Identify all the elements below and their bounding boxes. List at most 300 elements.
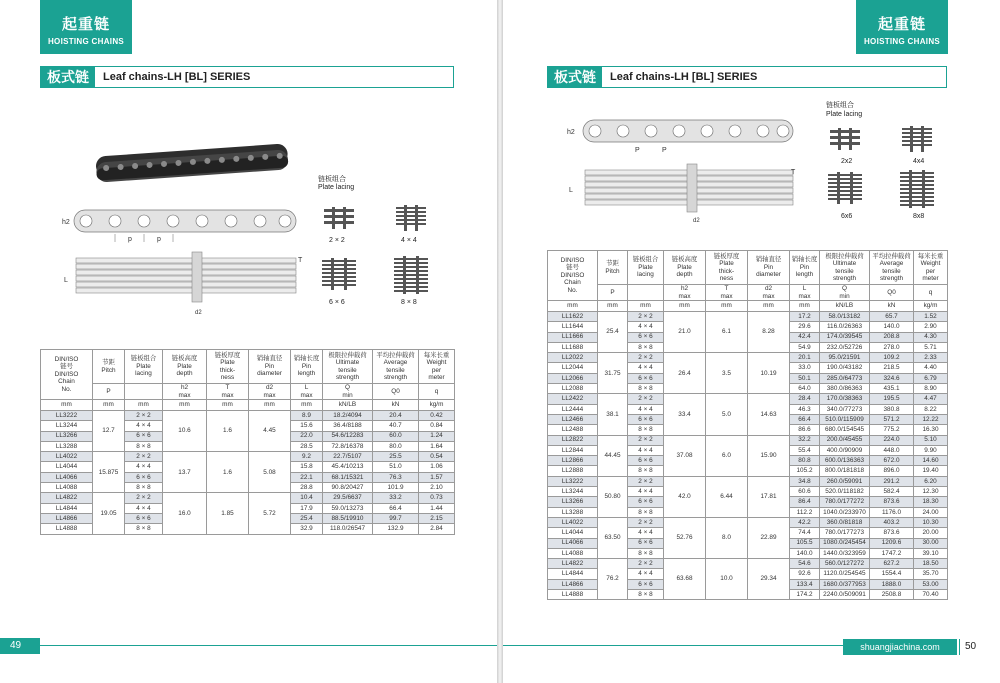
cell-chain-no: LL4866 bbox=[41, 513, 93, 523]
cell-pin-length: 54.6 bbox=[790, 559, 820, 569]
cell-pin-length: 60.6 bbox=[790, 487, 820, 497]
cell-pitch: 38.1 bbox=[598, 394, 628, 435]
cell-average-strength: 2508.8 bbox=[870, 590, 914, 600]
cell-pin-length: 32.2 bbox=[790, 435, 820, 445]
cell-ultimate-strength: 1120.0/254545 bbox=[820, 569, 870, 579]
cell-pin-length: 10.4 bbox=[291, 493, 323, 503]
cell-weight: 70.40 bbox=[914, 590, 948, 600]
cell-chain-no: LL2422 bbox=[548, 394, 598, 404]
header-symbol: d2 max bbox=[249, 384, 291, 400]
cell-weight: 0.73 bbox=[419, 493, 455, 503]
cell-average-strength: 1209.6 bbox=[870, 538, 914, 548]
section-title-en: Leaf chains-LH [BL] SERIES bbox=[103, 71, 251, 83]
lacing-label-4x4: 4 × 4 bbox=[401, 237, 417, 244]
table-units-row bbox=[548, 301, 948, 312]
header-col1: 节距 Pitch bbox=[598, 251, 628, 285]
brand-header-right bbox=[856, 0, 948, 54]
cell-pin-length: 8.9 bbox=[291, 411, 323, 421]
cell-pin_d: 10.19 bbox=[748, 353, 790, 394]
cell-chain-no: LL4822 bbox=[41, 493, 93, 503]
cell-thick: 5.0 bbox=[706, 394, 748, 435]
cell-weight: 6.79 bbox=[914, 373, 948, 383]
cell-ultimate-strength: 1680.0/377953 bbox=[820, 579, 870, 589]
cell-thick: 6.44 bbox=[706, 476, 748, 517]
cell-pin-length: 25.4 bbox=[291, 513, 323, 523]
cell-average-strength: 775.2 bbox=[870, 425, 914, 435]
cell-chain-no: LL3244 bbox=[548, 487, 598, 497]
unit-cell: mm bbox=[748, 301, 790, 312]
cell-pin-length: 74.4 bbox=[790, 528, 820, 538]
cell-ultimate-strength: 36.4/8188 bbox=[323, 421, 373, 431]
cell-lacing: 8 × 8 bbox=[628, 548, 664, 558]
cell-chain-no: LL4866 bbox=[548, 579, 598, 589]
cell-ultimate-strength: 116.0/26363 bbox=[820, 322, 870, 332]
cell-lacing: 4 × 4 bbox=[628, 363, 664, 373]
cell-average-strength: 195.5 bbox=[870, 394, 914, 404]
header-symbol: Q min bbox=[820, 285, 870, 301]
cell-average-strength: 224.0 bbox=[870, 435, 914, 445]
cell-weight: 1.06 bbox=[419, 462, 455, 472]
right-page bbox=[503, 0, 1000, 683]
header-symbol: Q0 bbox=[870, 285, 914, 301]
cell-weight: 16.30 bbox=[914, 425, 948, 435]
cell-chain-no: LL2044 bbox=[548, 363, 598, 373]
cell-chain-no: LL4888 bbox=[548, 590, 598, 600]
cell-depth: 26.4 bbox=[664, 353, 706, 394]
cell-pin-length: 46.3 bbox=[790, 404, 820, 414]
cell-weight: 12.22 bbox=[914, 414, 948, 424]
cell-average-strength: 101.9 bbox=[373, 483, 419, 493]
cell-lacing: 4 × 4 bbox=[628, 445, 664, 455]
cell-weight: 12.30 bbox=[914, 487, 948, 497]
cell-pin_d: 29.34 bbox=[748, 559, 790, 600]
cell-pin-length: 174.2 bbox=[790, 590, 820, 600]
cell-pin-length: 22.1 bbox=[291, 472, 323, 482]
cell-chain-no: LL3244 bbox=[41, 421, 93, 431]
cell-chain-no: LL3288 bbox=[548, 507, 598, 517]
unit-cell: mm bbox=[291, 400, 323, 411]
cell-depth: 21.0 bbox=[664, 312, 706, 353]
cell-ultimate-strength: 600.0/136363 bbox=[820, 456, 870, 466]
cell-lacing: 4 × 4 bbox=[125, 462, 163, 472]
lacing-right-2x2 bbox=[828, 128, 862, 150]
cell-average-strength: 380.8 bbox=[870, 404, 914, 414]
cell-average-strength: 896.0 bbox=[870, 466, 914, 476]
header-symbol: Q0 bbox=[373, 384, 419, 400]
cell-ultimate-strength: 1440.0/323959 bbox=[820, 548, 870, 558]
cell-average-strength: 60.0 bbox=[373, 431, 419, 441]
cell-pitch: 31.75 bbox=[598, 353, 628, 394]
cell-ultimate-strength: 285.0/64773 bbox=[820, 373, 870, 383]
cell-lacing: 8 × 8 bbox=[125, 524, 163, 534]
cell-chain-no: LL4888 bbox=[41, 524, 93, 534]
header-col3: 链板高度 Plate depth bbox=[163, 350, 207, 384]
table-row bbox=[548, 559, 948, 569]
cell-lacing: 2 × 2 bbox=[125, 411, 163, 421]
cell-pin-length: 42.2 bbox=[790, 517, 820, 527]
cell-average-strength: 66.4 bbox=[373, 503, 419, 513]
header-col6: 销轴长度 Pin length bbox=[790, 251, 820, 285]
footer-website[interactable]: shuangjiachina.com bbox=[843, 639, 957, 655]
cell-weight: 2.90 bbox=[914, 322, 948, 332]
cell-average-strength: 218.5 bbox=[870, 363, 914, 373]
header-col9: 每米长重 Weight per meter bbox=[419, 350, 455, 384]
cell-lacing: 4 × 4 bbox=[125, 503, 163, 513]
header-col5: 销轴直径 Pin diameter bbox=[249, 350, 291, 384]
cell-weight: 24.00 bbox=[914, 507, 948, 517]
cell-lacing: 4 × 4 bbox=[628, 528, 664, 538]
cell-weight: 1.44 bbox=[419, 503, 455, 513]
header-col4: 链板厚度 Plate thick- ness bbox=[706, 251, 748, 285]
cell-depth: 13.7 bbox=[163, 452, 207, 493]
cell-pitch: 76.2 bbox=[598, 559, 628, 600]
cell-lacing: 2 × 2 bbox=[125, 493, 163, 503]
cell-weight: 6.20 bbox=[914, 476, 948, 486]
cell-weight: 39.10 bbox=[914, 548, 948, 558]
header-symbol bbox=[125, 384, 163, 400]
cell-pin_d: 15.90 bbox=[748, 435, 790, 476]
header-symbol: d2 max bbox=[748, 285, 790, 301]
brand-header-en: HOISTING CHAINS bbox=[47, 37, 125, 46]
cell-chain-no: LL4844 bbox=[548, 569, 598, 579]
cell-ultimate-strength: 200.0/45455 bbox=[820, 435, 870, 445]
cell-weight: 30.00 bbox=[914, 538, 948, 548]
cell-lacing: 4 × 4 bbox=[628, 569, 664, 579]
cell-chain-no: LL2444 bbox=[548, 404, 598, 414]
cell-weight: 0.42 bbox=[419, 411, 455, 421]
cell-lacing: 8 × 8 bbox=[628, 425, 664, 435]
cell-lacing: 4 × 4 bbox=[628, 487, 664, 497]
cell-weight: 18.30 bbox=[914, 497, 948, 507]
cell-depth: 16.0 bbox=[163, 493, 207, 534]
unit-cell: mm bbox=[125, 400, 163, 411]
cell-pin-length: 17.9 bbox=[291, 503, 323, 513]
cell-chain-no: LL3266 bbox=[548, 497, 598, 507]
right-spec-table bbox=[547, 250, 948, 600]
footer-rule-left bbox=[40, 645, 497, 646]
cell-pin-length: 22.0 bbox=[291, 431, 323, 441]
lacing-label-8x8: 8 × 8 bbox=[401, 299, 417, 306]
cell-pin-length: 32.9 bbox=[291, 524, 323, 534]
cell-lacing: 6 × 6 bbox=[628, 497, 664, 507]
page-number-right: 50 bbox=[959, 639, 981, 655]
unit-cell: mm bbox=[706, 301, 748, 312]
unit-cell: mm bbox=[598, 301, 628, 312]
cell-lacing: 2 × 2 bbox=[628, 353, 664, 363]
cell-ultimate-strength: 560.0/127272 bbox=[820, 559, 870, 569]
plate-lacing-label-right-en: Plate lacing bbox=[826, 111, 863, 118]
cell-pin_d: 17.81 bbox=[748, 476, 790, 517]
cell-chain-no: LL3222 bbox=[41, 411, 93, 421]
dim-right-L: L bbox=[569, 187, 573, 194]
cell-pin-length: 105.5 bbox=[790, 538, 820, 548]
unit-cell: kN/LB bbox=[323, 400, 373, 411]
cell-depth: 33.4 bbox=[664, 394, 706, 435]
cell-chain-no: LL2022 bbox=[548, 353, 598, 363]
lacing-right-label-4x4: 4x4 bbox=[913, 158, 925, 165]
cell-weight: 1.24 bbox=[419, 431, 455, 441]
header-symbol: P bbox=[598, 285, 628, 301]
section-title bbox=[40, 66, 454, 88]
lacing-2x2 bbox=[322, 207, 356, 229]
header-col1: 节距 Pitch bbox=[93, 350, 125, 384]
table-row bbox=[548, 435, 948, 445]
header-col9: 每米长重 Weight per meter bbox=[914, 251, 948, 285]
cell-lacing: 6 × 6 bbox=[628, 332, 664, 342]
cell-weight: 2.10 bbox=[419, 483, 455, 493]
cell-average-strength: 403.2 bbox=[870, 517, 914, 527]
cell-average-strength: 1554.4 bbox=[870, 569, 914, 579]
lacing-right-label-8x8: 8x8 bbox=[913, 213, 925, 220]
cell-pin_d: 4.45 bbox=[249, 411, 291, 452]
cell-chain-no: LL4044 bbox=[41, 462, 93, 472]
cell-weight: 2.15 bbox=[419, 513, 455, 523]
cell-depth: 63.68 bbox=[664, 559, 706, 600]
cell-average-strength: 20.4 bbox=[373, 411, 419, 421]
cell-weight: 4.47 bbox=[914, 394, 948, 404]
table-symbol-row bbox=[548, 285, 948, 301]
cell-pin-length: 28.4 bbox=[790, 394, 820, 404]
cell-chain-no: LL2866 bbox=[548, 456, 598, 466]
cell-thick: 10.0 bbox=[706, 559, 748, 600]
dim-L: L bbox=[64, 277, 68, 284]
cell-average-strength: 25.5 bbox=[373, 452, 419, 462]
cell-thick: 6.1 bbox=[706, 312, 748, 353]
cell-ultimate-strength: 190.0/43182 bbox=[820, 363, 870, 373]
cell-pitch: 25.4 bbox=[598, 312, 628, 353]
cell-ultimate-strength: 520.0/118182 bbox=[820, 487, 870, 497]
header-symbol: L max bbox=[790, 285, 820, 301]
cell-pin-length: 9.2 bbox=[291, 452, 323, 462]
cell-pin-length: 33.0 bbox=[790, 363, 820, 373]
section-title-right-cn: 板式链 bbox=[548, 67, 602, 87]
cell-lacing: 8 × 8 bbox=[125, 483, 163, 493]
brand-header-cn: 起重链 bbox=[61, 16, 110, 33]
table-row bbox=[548, 353, 948, 363]
cell-chain-no: LL4088 bbox=[548, 548, 598, 558]
cell-ultimate-strength: 780.0/177273 bbox=[820, 528, 870, 538]
cell-lacing: 6 × 6 bbox=[628, 538, 664, 548]
unit-cell: kN bbox=[373, 400, 419, 411]
cell-weight: 1.64 bbox=[419, 441, 455, 451]
cell-pin-length: 28.8 bbox=[291, 483, 323, 493]
cell-ultimate-strength: 68.1/15321 bbox=[323, 472, 373, 482]
cell-weight: 5.71 bbox=[914, 342, 948, 352]
unit-cell: mm bbox=[790, 301, 820, 312]
header-col3: 链板高度 Plate depth bbox=[664, 251, 706, 285]
cell-pin-length: 15.8 bbox=[291, 462, 323, 472]
header-col4: 链板厚度 Plate thick- ness bbox=[207, 350, 249, 384]
cell-pitch: 50.80 bbox=[598, 476, 628, 517]
cell-lacing: 4 × 4 bbox=[628, 404, 664, 414]
cell-ultimate-strength: 800.0/181818 bbox=[820, 466, 870, 476]
unit-cell: mm bbox=[249, 400, 291, 411]
cell-weight: 9.90 bbox=[914, 445, 948, 455]
table-row bbox=[548, 476, 948, 486]
dim-T: T bbox=[298, 257, 303, 264]
cell-chain-no: LL2466 bbox=[548, 414, 598, 424]
cell-ultimate-strength: 72.8/16378 bbox=[323, 441, 373, 451]
cell-pin-length: 80.8 bbox=[790, 456, 820, 466]
header-col2: 链板组合 Plate lacing bbox=[628, 251, 664, 285]
dim-right-h2: h2 bbox=[567, 129, 575, 136]
table-row bbox=[41, 452, 455, 462]
section-title-cn: 板式链 bbox=[41, 67, 95, 87]
cell-pin_d: 8.28 bbox=[748, 312, 790, 353]
cell-average-strength: 1888.0 bbox=[870, 579, 914, 589]
header-col6: 销轴长度 Pin length bbox=[291, 350, 323, 384]
table-row bbox=[548, 517, 948, 527]
cell-pin-length: 29.6 bbox=[790, 322, 820, 332]
cell-thick: 8.0 bbox=[706, 517, 748, 558]
cell-pin-length: 42.4 bbox=[790, 332, 820, 342]
cell-average-strength: 132.9 bbox=[373, 524, 419, 534]
dim-right-P2: P bbox=[662, 147, 667, 154]
cell-chain-no: LL2844 bbox=[548, 445, 598, 455]
cell-lacing: 2 × 2 bbox=[628, 559, 664, 569]
cell-ultimate-strength: 58.0/13182 bbox=[820, 312, 870, 322]
cell-ultimate-strength: 360.0/81818 bbox=[820, 517, 870, 527]
cell-pin-length: 105.2 bbox=[790, 466, 820, 476]
lacing-4x4 bbox=[394, 205, 428, 231]
cell-chain-no: LL2066 bbox=[548, 373, 598, 383]
cell-lacing: 2 × 2 bbox=[125, 452, 163, 462]
cell-lacing: 8 × 8 bbox=[125, 441, 163, 451]
cell-average-strength: 65.7 bbox=[870, 312, 914, 322]
cell-pin-length: 92.6 bbox=[790, 569, 820, 579]
cell-average-strength: 873.6 bbox=[870, 528, 914, 538]
cell-chain-no: LL1622 bbox=[548, 312, 598, 322]
header-col7: 极限拉伸载荷 Ultimate tensile strength bbox=[323, 350, 373, 384]
cell-average-strength: 873.6 bbox=[870, 497, 914, 507]
cell-average-strength: 278.0 bbox=[870, 342, 914, 352]
cell-thick: 1.6 bbox=[207, 411, 249, 452]
chain-photo bbox=[90, 138, 295, 188]
cell-chain-no: LL2488 bbox=[548, 425, 598, 435]
cell-chain-no: LL2888 bbox=[548, 466, 598, 476]
cell-thick: 3.5 bbox=[706, 353, 748, 394]
cell-chain-no: LL4044 bbox=[548, 528, 598, 538]
dim-d2: d2 bbox=[195, 310, 202, 316]
header-symbol: T max bbox=[207, 384, 249, 400]
cell-chain-no: LL4066 bbox=[548, 538, 598, 548]
cell-pitch: 15.875 bbox=[93, 452, 125, 493]
lacing-label-2x2: 2 × 2 bbox=[329, 237, 345, 244]
cell-ultimate-strength: 54.6/12283 bbox=[323, 431, 373, 441]
header-symbol: q bbox=[914, 285, 948, 301]
cell-ultimate-strength: 95.0/21591 bbox=[820, 353, 870, 363]
cell-ultimate-strength: 90.8/20427 bbox=[323, 483, 373, 493]
cell-lacing: 8 × 8 bbox=[628, 590, 664, 600]
cell-pin-length: 133.4 bbox=[790, 579, 820, 589]
cell-lacing: 2 × 2 bbox=[628, 394, 664, 404]
header-symbol: L max bbox=[291, 384, 323, 400]
unit-cell: mm bbox=[163, 400, 207, 411]
cell-chain-no: LL2822 bbox=[548, 435, 598, 445]
unit-cell: mm bbox=[207, 400, 249, 411]
cell-ultimate-strength: 2240.0/509091 bbox=[820, 590, 870, 600]
cell-ultimate-strength: 780.0/177272 bbox=[820, 497, 870, 507]
cell-weight: 0.84 bbox=[419, 421, 455, 431]
cell-thick: 1.85 bbox=[207, 493, 249, 534]
cell-pin-length: 34.8 bbox=[790, 476, 820, 486]
lacing-right-4x4 bbox=[900, 126, 934, 152]
cell-pitch: 19.05 bbox=[93, 493, 125, 534]
cell-chain-no: LL4066 bbox=[41, 472, 93, 482]
plate-lacing-label-right-cn: 链板组合 bbox=[826, 102, 854, 109]
cell-weight: 1.52 bbox=[914, 312, 948, 322]
table-units-row bbox=[41, 400, 455, 411]
table-row bbox=[548, 312, 948, 322]
cell-lacing: 4 × 4 bbox=[125, 421, 163, 431]
cell-weight: 53.00 bbox=[914, 579, 948, 589]
cell-pin-length: 54.9 bbox=[790, 342, 820, 352]
header-col8: 平均拉伸载荷 Average tensile strength bbox=[373, 350, 419, 384]
table-header-row bbox=[548, 251, 948, 285]
cell-lacing: 2 × 2 bbox=[628, 476, 664, 486]
cell-thick: 6.0 bbox=[706, 435, 748, 476]
cell-depth: 52.76 bbox=[664, 517, 706, 558]
cell-lacing: 6 × 6 bbox=[628, 579, 664, 589]
cell-depth: 42.0 bbox=[664, 476, 706, 517]
unit-cell: mm bbox=[41, 400, 93, 411]
cell-ultimate-strength: 29.5/6637 bbox=[323, 493, 373, 503]
cell-lacing: 6 × 6 bbox=[125, 472, 163, 482]
cell-chain-no: LL4844 bbox=[41, 503, 93, 513]
cell-average-strength: 291.2 bbox=[870, 476, 914, 486]
cell-lacing: 2 × 2 bbox=[628, 312, 664, 322]
cell-ultimate-strength: 232.0/52726 bbox=[820, 342, 870, 352]
cell-chain-no: LL4088 bbox=[41, 483, 93, 493]
cell-average-strength: 33.2 bbox=[373, 493, 419, 503]
unit-cell: kg/m bbox=[419, 400, 455, 411]
dim-right-P1: P bbox=[635, 147, 640, 154]
cell-average-strength: 208.8 bbox=[870, 332, 914, 342]
cell-lacing: 2 × 2 bbox=[628, 435, 664, 445]
dim-p1: p bbox=[128, 236, 132, 243]
cell-pin_d: 22.89 bbox=[748, 517, 790, 558]
cell-lacing: 6 × 6 bbox=[628, 414, 664, 424]
cell-pin-length: 17.2 bbox=[790, 312, 820, 322]
cell-chain-no: LL1688 bbox=[548, 342, 598, 352]
cell-weight: 20.00 bbox=[914, 528, 948, 538]
cell-chain-no: LL4022 bbox=[41, 452, 93, 462]
cell-chain-no: LL1666 bbox=[548, 332, 598, 342]
header-col2: 链板组合 Plate lacing bbox=[125, 350, 163, 384]
cell-ultimate-strength: 22.7/5107 bbox=[323, 452, 373, 462]
cell-pin-length: 86.6 bbox=[790, 425, 820, 435]
cell-weight: 2.84 bbox=[419, 524, 455, 534]
section-title-right bbox=[547, 66, 947, 88]
cell-pin-length: 28.5 bbox=[291, 441, 323, 451]
cell-ultimate-strength: 380.0/86363 bbox=[820, 384, 870, 394]
cell-weight: 4.40 bbox=[914, 363, 948, 373]
cell-lacing: 8 × 8 bbox=[628, 384, 664, 394]
cell-lacing: 6 × 6 bbox=[125, 513, 163, 523]
cell-weight: 8.22 bbox=[914, 404, 948, 414]
header-symbol bbox=[628, 285, 664, 301]
header-symbol: q bbox=[419, 384, 455, 400]
header-chain-no: DIN/ISO 链号 DIN/ISO Chain No. bbox=[41, 350, 93, 400]
cell-ultimate-strength: 510.0/115909 bbox=[820, 414, 870, 424]
cell-depth: 37.08 bbox=[664, 435, 706, 476]
left-spec-table bbox=[40, 349, 455, 535]
cell-depth: 10.6 bbox=[163, 411, 207, 452]
cell-ultimate-strength: 88.5/19910 bbox=[323, 513, 373, 523]
brand-header-right-cn: 起重链 bbox=[877, 16, 926, 33]
cell-weight: 18.50 bbox=[914, 559, 948, 569]
cell-weight: 1.57 bbox=[419, 472, 455, 482]
